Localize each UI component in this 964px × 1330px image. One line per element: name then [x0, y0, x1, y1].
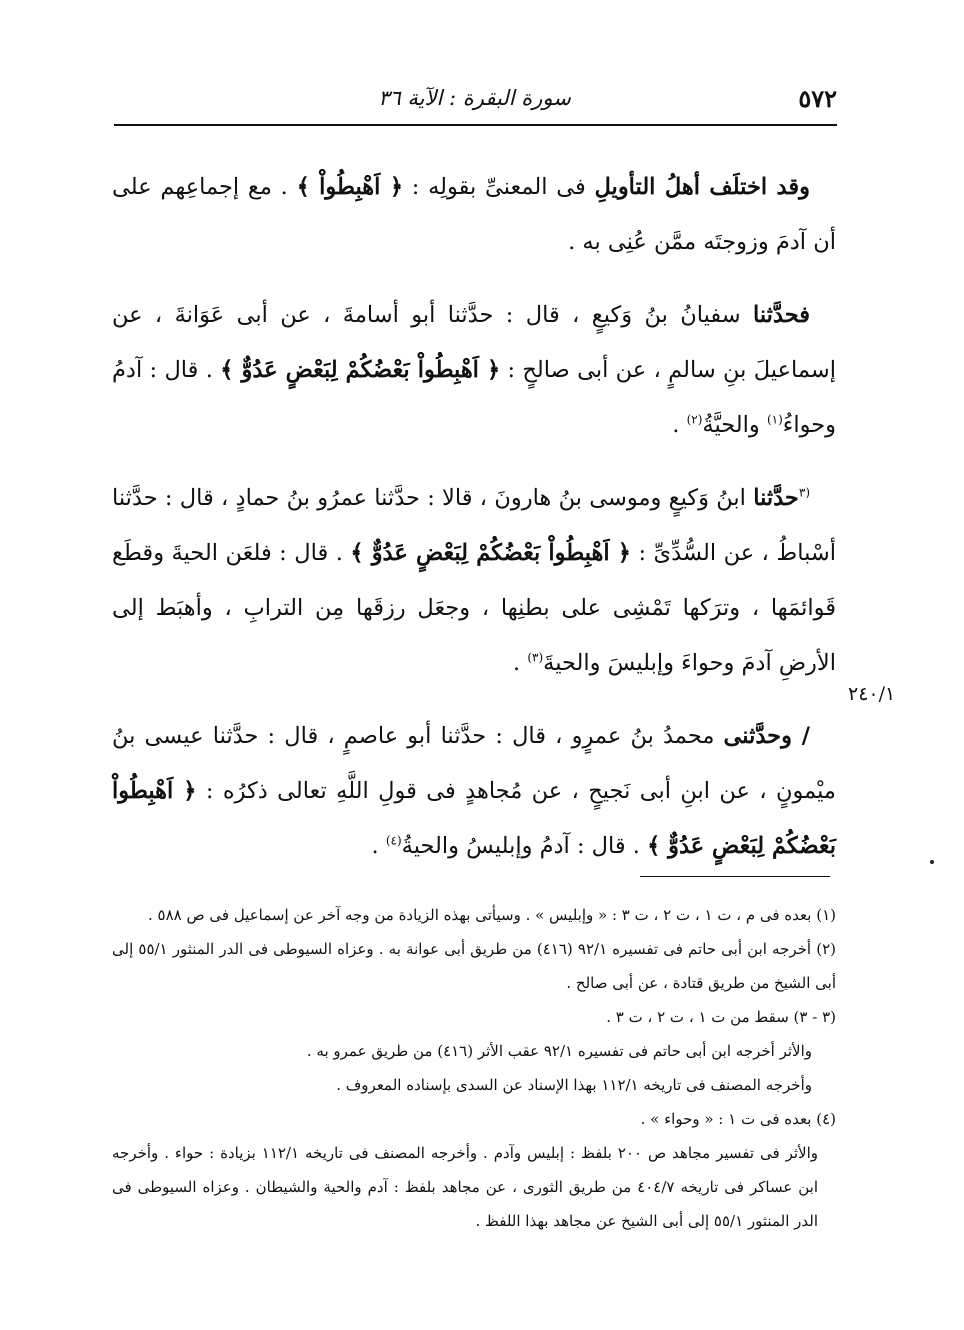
paragraph-text: . قال : فلعَن الحيةَ وقطَع قَوائمَها ، وترَكها تَمْشِى على بطنِها ، وجعَل رزقَها مِن الترابِ ، وأهبَط إلى الأرضِ آدمَ وحواءَ وإبليسَ والحيةَ: [112, 540, 836, 676]
footnote-1: (١) بعده فى م ، ت ١ ، ت ٢ ، ت ٣ : « وإبليس » . وسيأتى بهذه الزيادة من وجه آخر عن إسماعيل فى ص ٥٨٨ .: [147, 906, 836, 924]
running-title: سورة البقرة : الآية ٣٦: [378, 86, 571, 110]
paragraph-text: .: [513, 650, 528, 676]
paragraph-lead: / وحدَّثنى: [723, 723, 810, 749]
header-rule: [114, 124, 837, 126]
page-header: [112, 78, 837, 122]
paragraph-2: [112, 288, 836, 453]
paragraph-text: . قال : آدمُ وإبليسُ والحيةُ: [401, 833, 648, 859]
paragraph-text: فى المعنىِّ بقولِه :: [403, 174, 595, 200]
paragraph-text: والحيَّةُ: [702, 412, 767, 438]
paragraph-1: [112, 160, 836, 270]
paragraph-4: [112, 709, 836, 874]
paragraph-lead: وقد اختلَف أهلُ التأويلِ: [594, 174, 810, 200]
margin-dot: [930, 860, 934, 864]
quran-quote: ﴿ اَهْبِطُواْ بَعْضُكُمْ لِبَعْضٍ عَدُوٌّ ﴾: [112, 778, 836, 859]
paragraph-text: ابنُ وَكيعٍ وموسى بنُ هارونَ ، قالا : حدَّثنا عمرُو بنُ حمادٍ ، قال : حدَّثنا أسْباطُ ، عن السُّدِّىِّ :: [112, 485, 836, 566]
quran-quote: ﴿ اَهْبِطُواْ بَعْضُكُمْ لِبَعْضٍ عَدُوٌّ ﴾: [350, 540, 631, 566]
footnote-3: (٣ - ٣) سقط من ت ١ ، ت ٢ ، ت ٣ .: [606, 1008, 836, 1026]
paragraph-text: .: [672, 412, 687, 438]
paragraph-text: . قال : آدمُ وحواءُ: [112, 357, 836, 438]
footnote-4: (٤) بعده فى ت ١ : « وحواء » .: [640, 1110, 836, 1128]
footnote-ref-3-open[interactable]: (٣: [798, 485, 810, 500]
footnote-ref-2[interactable]: (٢): [686, 412, 703, 427]
footnote-3-detail: والأثر أخرجه ابن أبى حاتم فى تفسيره ٩٢/١ عقب الأثر (٤١٦) من طريق عمرو به .: [306, 1042, 812, 1060]
footnote-2: (٢) أخرجه ابن أبى حاتم فى تفسيره ٩٢/١ (٤١٦) من طريق أبى عوانة به . وعزاه السيوطى فى الدر المنثور ٥٥/١ إلى أبى الشيخ من طريق قتادة ، عن أبى صالح .: [112, 940, 837, 992]
main-text: [112, 160, 836, 892]
paragraph-text: سفيانُ بنُ وَكيعٍ ، قال : حدَّثنا أبو أسامةَ ، عن أبى عَوَانةَ ، عن إسماعيلَ بنِ سالمٍ ، عن أبى صالحٍ :: [112, 302, 836, 383]
footnote-3-detail: وأخرجه المصنف فى تاريخه ١١٢/١ بهذا الإسناد عن السدى بإسناده المعروف .: [336, 1076, 812, 1094]
footnote-4-detail: والأثر فى تفسير مجاهد ص ٢٠٠ بلفظ : إبليس وآدم . وأخرجه المصنف فى تاريخه ١١٢/١ بزيادة : حواء . وأخرجه ابن عساكر فى تاريخه ٤٠٤/٧ من طريق الثورى ، عن مجاهد بلفظ : آدم والحية والشيطان . وعزاه السيوطى فى الدر المنثور ٥٥/١ إلى أبى الشيخ عن مجاهد بهذا اللفظ .: [112, 1144, 819, 1230]
paragraph-text: .: [371, 833, 386, 859]
quran-quote: ﴿ اَهْبِطُواْ ﴾: [296, 174, 404, 200]
footnote-ref-3-close[interactable]: (٣): [527, 650, 544, 665]
quran-quote: ﴿ اَهْبِطُواْ بَعْضُكُمْ لِبَعْضٍ عَدُوٌّ ﴾: [220, 357, 501, 383]
footnotes: [112, 898, 836, 1238]
paragraph-text: محمدُ بنُ عمرٍو ، قال : حدَّثنا أبو عاصمٍ ، قال : حدَّثنا عيسى بنُ ميْمونٍ ، عن ابنِ أبى نَجيحٍ ، عن مُجاهدٍ فى قولِ اللَّهِ تعالى ذكرُه :: [112, 723, 836, 804]
paragraph-lead: فحدَّثنا: [753, 302, 810, 328]
footnote-ref-4[interactable]: (٤): [385, 833, 402, 848]
paragraph-3: [112, 471, 836, 691]
paragraph-lead: حدَّثنا: [753, 485, 799, 511]
page-number: ٥٧٢: [798, 84, 837, 113]
footnote-rule: [640, 876, 830, 877]
margin-reference: ٢٤٠/١: [848, 683, 896, 705]
footnote-ref-1[interactable]: (١): [766, 412, 783, 427]
paragraph-text: . مع إجماعِهم على أن آدمَ وزوجتَه ممَّن عُنِى به .: [112, 174, 836, 255]
